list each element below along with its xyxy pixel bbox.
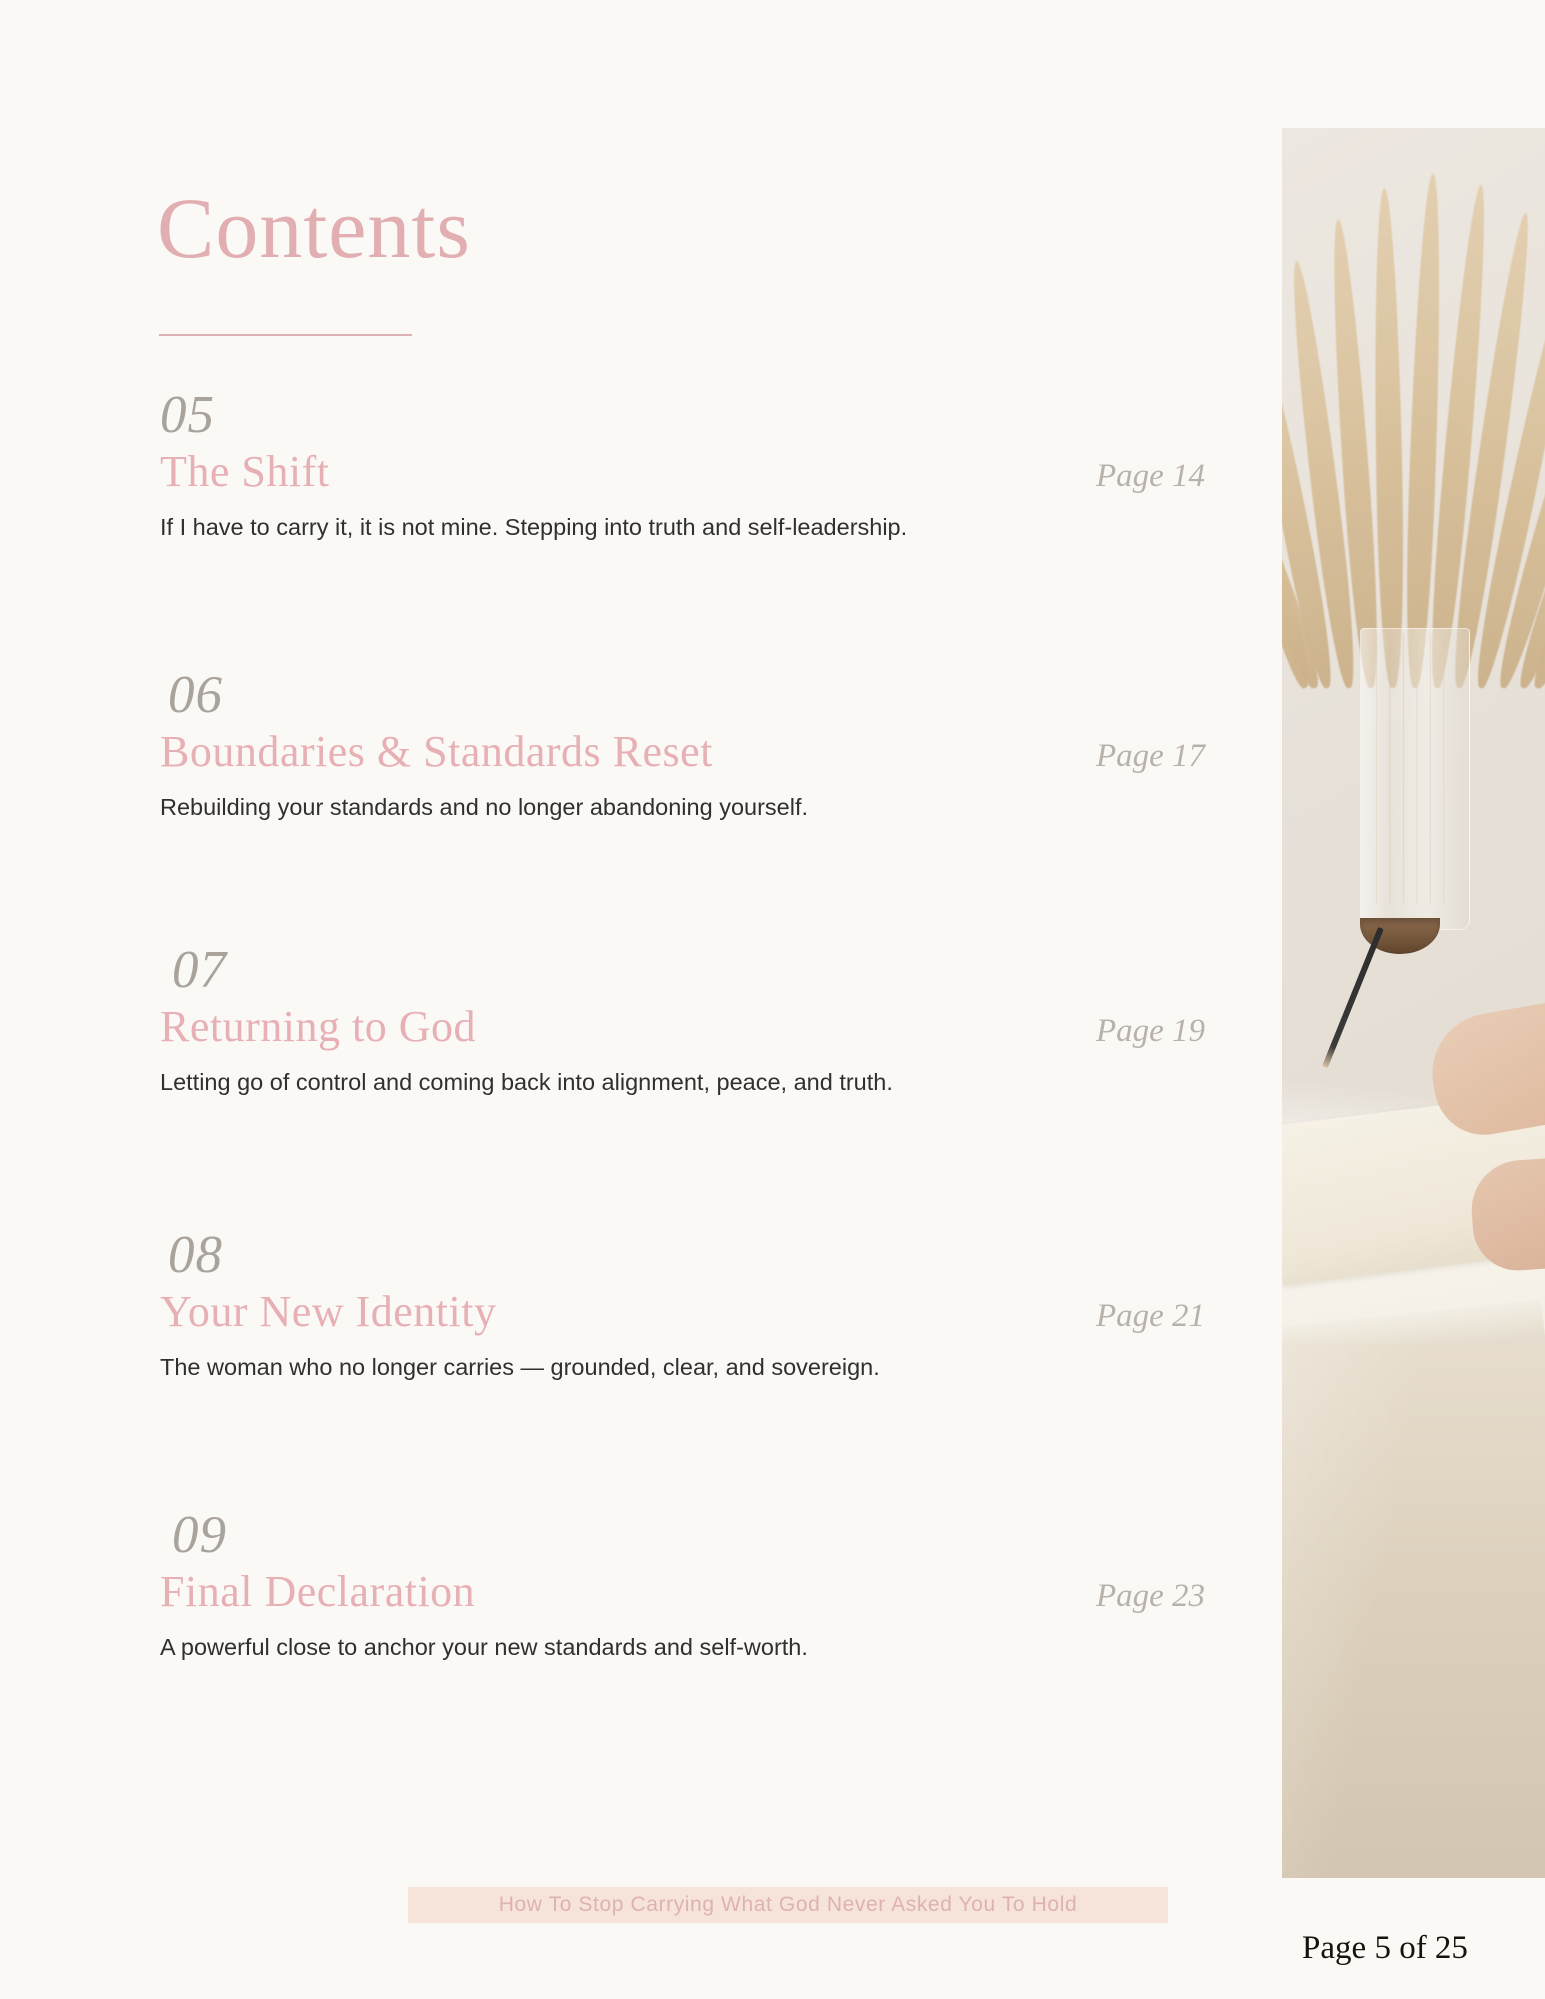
entry-title[interactable]: Returning to God bbox=[160, 1002, 476, 1052]
entry-row bbox=[160, 1564, 1205, 1619]
entry-title[interactable]: Boundaries & Standards Reset bbox=[160, 727, 713, 777]
entry-description: A powerful close to anchor your new standards and self-worth. bbox=[160, 1634, 808, 1661]
entry-page-number: Page 14 bbox=[1095, 458, 1205, 495]
entry-description: Rebuilding your standards and no longer abandoning yourself. bbox=[160, 794, 809, 821]
glass-vase bbox=[1360, 628, 1470, 930]
entry-row bbox=[160, 1284, 1205, 1339]
entry-title[interactable]: Your New Identity bbox=[160, 1287, 497, 1337]
entry-description: The woman who no longer carries — grounded, clear, and sovereign. bbox=[160, 1354, 880, 1381]
title-divider bbox=[159, 334, 412, 336]
entry-description: If I have to carry it, it is not mine. Stepping into truth and self-leadership. bbox=[160, 514, 908, 541]
pampas-grass bbox=[1284, 168, 1544, 688]
entry-title[interactable]: The Shift bbox=[160, 447, 330, 497]
list-item[interactable] bbox=[160, 941, 1205, 1101]
list-item[interactable] bbox=[160, 386, 1205, 546]
list-item[interactable] bbox=[160, 1506, 1205, 1666]
fabric-foreground bbox=[1282, 1343, 1545, 1878]
entry-number: 07 bbox=[172, 941, 227, 999]
entry-title[interactable]: Final Declaration bbox=[160, 1567, 476, 1617]
entry-number: 05 bbox=[160, 386, 215, 444]
entry-number: 08 bbox=[168, 1226, 223, 1284]
list-item[interactable] bbox=[160, 666, 1205, 826]
page-counter: Page 5 of 25 bbox=[1302, 1930, 1468, 1966]
list-item[interactable] bbox=[160, 1226, 1205, 1386]
entry-description: Letting go of control and coming back into alignment, peace, and truth. bbox=[160, 1069, 893, 1096]
entry-row bbox=[160, 444, 1205, 499]
page-title: Contents bbox=[157, 180, 471, 276]
entry-row bbox=[160, 724, 1205, 779]
entry-number: 06 bbox=[168, 666, 223, 724]
entry-number: 09 bbox=[172, 1506, 227, 1564]
entry-page-number: Page 21 bbox=[1095, 1298, 1205, 1335]
entry-page-number: Page 23 bbox=[1095, 1578, 1205, 1615]
entry-page-number: Page 17 bbox=[1095, 738, 1205, 775]
decorative-photo bbox=[1282, 128, 1545, 1878]
entry-page-number: Page 19 bbox=[1095, 1013, 1205, 1050]
footer-banner-text: How To Stop Carrying What God Never Asked You To Hold bbox=[498, 1893, 1078, 1916]
entry-row bbox=[160, 999, 1205, 1054]
